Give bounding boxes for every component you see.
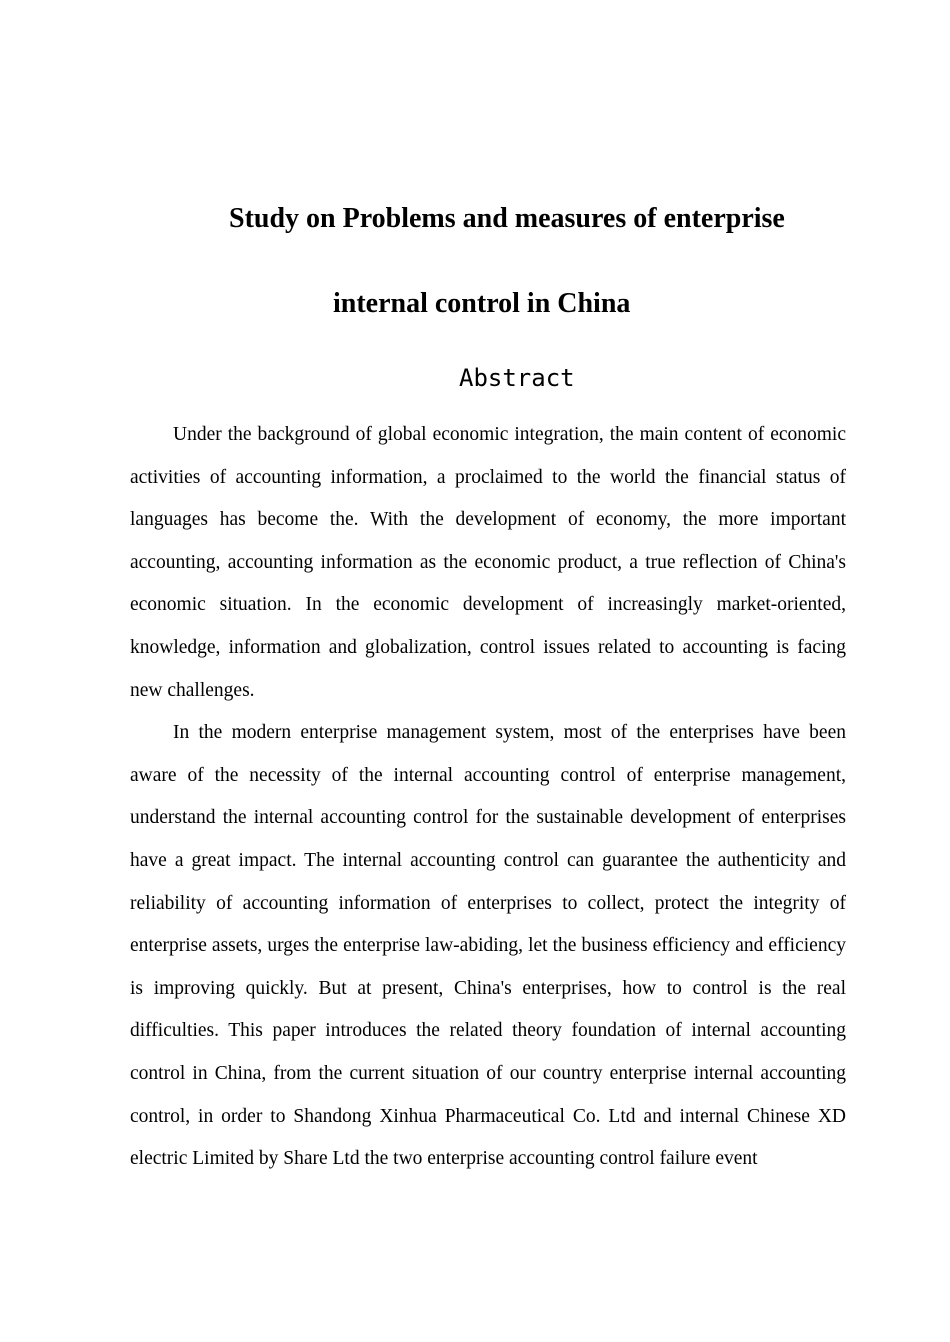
document-title-line-2: internal control in China — [333, 288, 631, 319]
abstract-paragraph-1: Under the background of global economic integration, the main content of economic activities of accounting information, a proclaimed to the world the financial status of languages has become the. With the development of economy, the more important accounting, accounting information as the economic product, a true reflection of China's economic situation. In the economic development of increasingly market-oriented, knowledge, information and globalization, control issues related to accounting is facing new challenges. — [130, 424, 846, 701]
document-title-line-1: Study on Problems and measures of enterprise — [229, 203, 785, 234]
abstract-heading: Abstract — [459, 364, 575, 392]
abstract-paragraph-2: In the modern enterprise management system, most of the enterprises have been aware of the necessity of the internal accounting control of enterprise management, understand the internal accounting control for the sustainable development of enterprises have a great impact. The internal accounting control can guarantee the authenticity and reliability of accounting information of enterprises to collect, protect the integrity of enterprise assets, urges the enterprise law-abiding, let the business efficiency and efficiency is improving quickly. But at present, China's enterprises, how to control is the real difficulties. This paper introduces the related theory foundation of internal accounting control in China, from the current situation of our country enterprise internal accounting control, in order to Shandong Xinhua Pharmaceutical Co. Ltd and internal Chinese XD electric Limited by Share Ltd the two enterprise accounting control failure event — [130, 722, 846, 1170]
abstract-body — [130, 414, 846, 1181]
